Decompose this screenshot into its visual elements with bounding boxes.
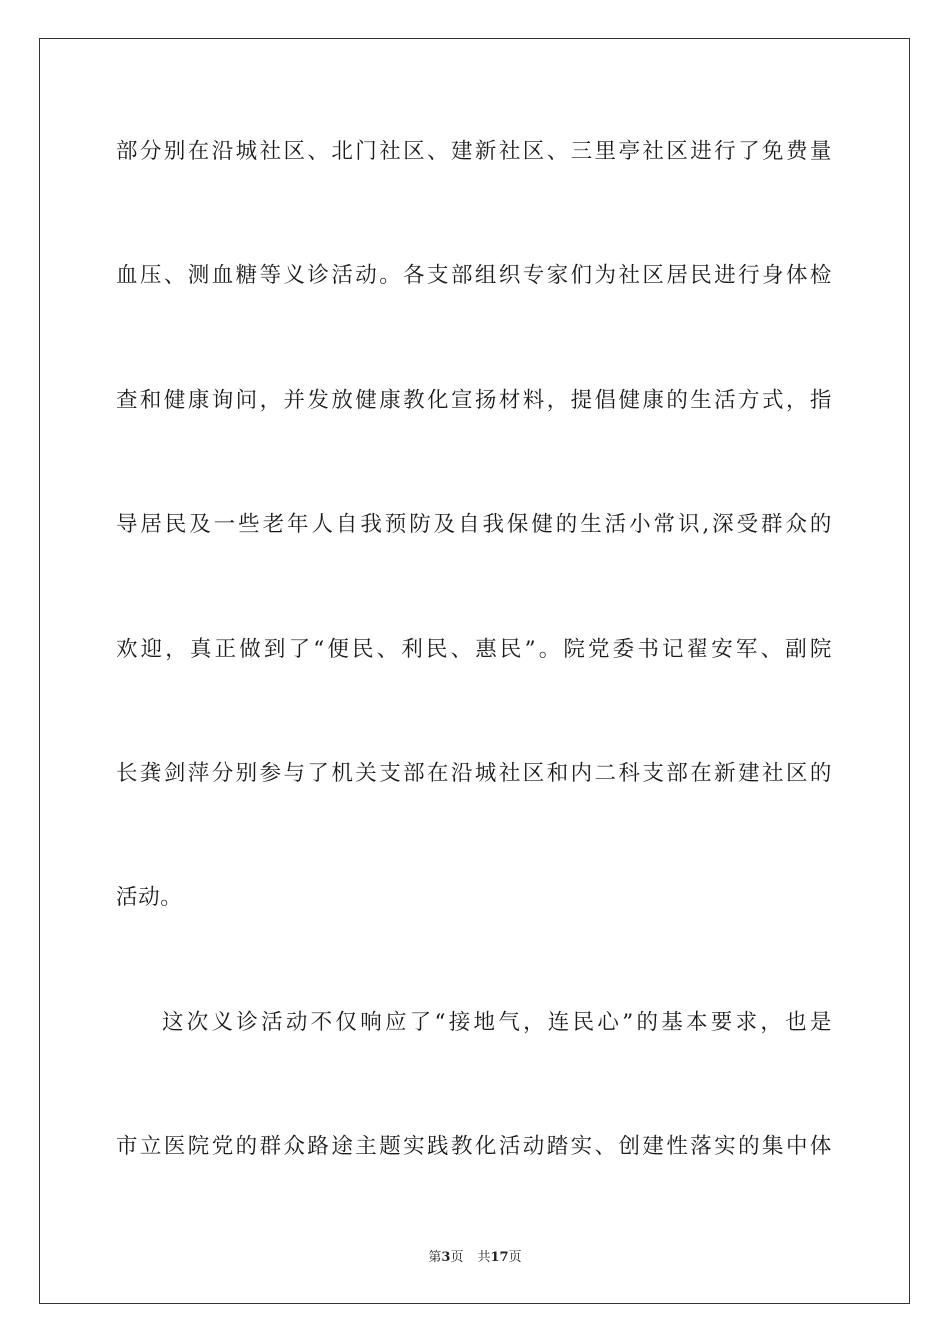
page-footer [0,1246,950,1265]
page-border [39,38,910,1304]
footer-page-suffix: 页 [450,1250,464,1265]
text-line-8-paragraph-start: 这次义诊活动不仅响应了“接地气，连民心”的基本要求，也是 [162,1010,832,1035]
text-line-1: 部分别在沿城社区、北门社区、建新社区、三里亭社区进行了免费量 [116,139,832,164]
text-line-6: 长龚剑萍分别参与了机关支部在沿城社区和内二科支部在新建社区的 [116,761,832,786]
text-line-5: 欢迎，真正做到了“便民、利民、惠民”。院党委书记翟安军、副院 [116,637,832,662]
text-line-7: 活动。 [116,885,183,910]
footer-total-prefix: 共 [477,1250,491,1265]
text-line-4: 导居民及一些老年人自我预防及自我保健的生活小常识,深受群众的 [116,512,832,537]
footer-total-suffix: 页 [508,1250,522,1265]
footer-page-number: 3 [441,1250,451,1265]
footer-total-pages: 17 [490,1250,509,1265]
text-line-3: 查和健康询问，并发放健康教化宣扬材料，提倡健康的生活方式，指 [116,388,832,413]
footer-page-prefix: 第 [428,1250,442,1265]
text-line-9: 市立医院党的群众路途主题实践教化活动踏实、创建性落实的集中体 [116,1134,832,1159]
text-line-2: 血压、测血糖等义诊活动。各支部组织专家们为社区居民进行身体检 [116,263,832,288]
